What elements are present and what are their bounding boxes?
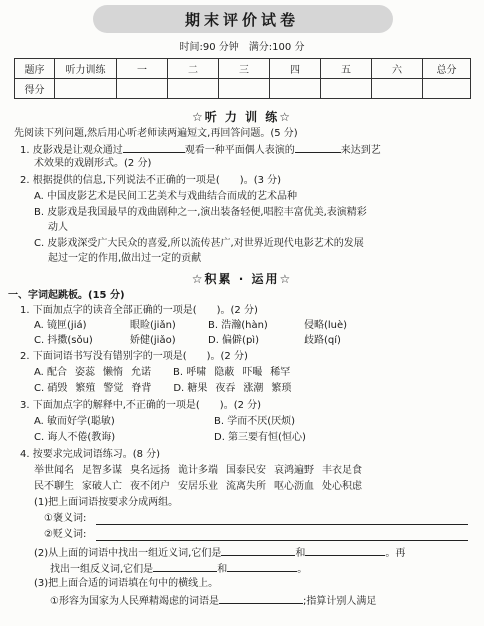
word-bank-row [34,465,370,477]
answer-blank[interactable] [227,562,297,572]
option-word: 繁琐 [271,383,292,394]
answer-blank[interactable] [153,562,217,572]
option-word: C. 硝毁 [34,383,68,394]
option-c-cont: 起过一定的作用,做出过一定的贡献 [48,253,202,264]
table-cell: 听力训练 [55,59,117,79]
question-text: 和 [217,564,228,575]
option-word: 允诺 [131,367,152,378]
word-item: 民不聊生 [34,481,74,492]
option-b: B. 学而不厌(厌烦) [214,416,296,427]
option-word: 涨潮 [243,383,264,394]
option-b: B. 皮影戏是我国最早的戏曲剧种之一,演出装备轻便,唱腔丰富优美,表演精彩 [34,207,367,218]
answer-blank[interactable] [221,546,295,556]
score-input-cell[interactable] [219,79,270,99]
option-c: C. 皮影戏深受广大民众的喜爱,所以流传甚广,对世界近现代电影艺术的发展 [34,238,364,249]
option-word: 娇健(jiǎo) [130,335,176,346]
option-word: 姿蕊 [75,367,96,378]
option-word: 警觉 [103,383,124,394]
option-a: A. 镜匣(jiá) [34,320,87,331]
question-text: 找出一组反义词,它们是 [50,564,154,575]
word-item: 安居乐业 [178,481,218,492]
option-a: A. 中国皮影艺术是民间工艺美术与戏曲结合而成的艺术品种 [34,191,298,202]
table-cell: 一 [117,59,168,79]
option-word: 脊背 [131,383,152,394]
sub-question-2-cont [50,562,307,576]
question-text: (2)从上面的词语中找出一组近义词,它们是 [34,548,222,559]
option-d: D. 偏僻(pì) [208,335,259,346]
answer-blank[interactable] [305,546,385,556]
options-row [34,367,298,379]
table-cell: 题序 [15,59,55,79]
option-a: A. 敏而好学(聪敏) [34,416,115,427]
option-c: C. 抖擞(sǒu) [34,335,93,346]
score-input-cell[interactable] [270,79,321,99]
praise-label: ①褒义词: [44,513,87,524]
word-item: 处心积虑 [322,481,362,492]
question-text: 1. 皮影戏是让观众通过 [20,145,123,156]
table-cell: 得分 [15,79,55,99]
option-word: D. 糖果 [173,383,208,394]
options-row [34,416,295,428]
question-1-cont: 术效果的戏剧形式。(2 分) [34,158,152,169]
sub-question-1: (1)把上面词语按要求分成两组。 [34,497,179,508]
score-table-score-row [15,79,471,99]
option-word: 眼睑(jiǎn) [130,320,176,331]
answer-blank[interactable] [219,594,303,604]
option-word: 繁殖 [75,383,96,394]
word-item: 家破人亡 [82,481,122,492]
options-row [34,335,341,347]
score-input-cell[interactable] [372,79,423,99]
word-item: 夜不闭户 [130,481,170,492]
question-text: 来达到艺 [340,145,381,156]
question-text: 观看一种平面偶人表演的 [184,145,295,156]
option-word: A. 配合 [34,367,68,378]
answer-blank[interactable] [123,143,185,153]
table-cell: 五 [321,59,372,79]
word-item: 丰衣足食 [322,465,362,476]
option-word: B. 呼啸 [173,367,207,378]
page-title: 期末评价试卷 [184,11,299,29]
option-word: 吓嘬 [242,367,263,378]
question-1 [20,143,381,157]
question-4: 4. 按要求完成词语练习。(8 分) [20,449,161,460]
question-text: 。 [297,564,308,575]
question-text: ①形容为国家为人民殚精竭虑的词语是 [50,596,219,607]
question-text: ;指算计别人满足 [302,596,377,607]
score-input-cell[interactable] [321,79,372,99]
options-row [34,383,299,395]
listening-instruction: 先阅读下列问题,然后用心听老师读两遍短文,再回答问题。(5 分) [14,128,298,139]
sub-question-3: (3)把上面合适的词语填在句中的横线上。 [34,578,219,589]
usage-section-title: ☆积累 · 运用☆ [191,272,293,286]
score-input-cell[interactable] [55,79,117,99]
word-item: 举世闻名 [34,465,74,476]
options-row [34,320,347,332]
option-word: 侵略(luè) [304,320,348,331]
sub-question-2 [34,546,405,560]
question-text: 和 [295,548,306,559]
option-word: 歧路(qí) [304,335,341,346]
option-b: B. 浩瀚(hàn) [208,320,268,331]
part-1-heading: 一、字词起跳板。(15 分) [8,290,125,301]
score-input-cell[interactable] [168,79,219,99]
derog-label: ②贬义词: [44,529,87,540]
sub-question-3a [50,594,376,608]
score-input-cell[interactable] [423,79,471,99]
score-table [14,58,471,99]
question-2: 2. 下面词语书写没有错别字的一项是( )。(2 分) [20,351,248,362]
answer-line[interactable] [96,540,468,541]
table-cell: 总分 [423,59,471,79]
options-row [34,432,306,444]
listening-section-title: ☆听 力 训 练☆ [191,110,293,124]
question-text: 。再 [385,548,406,559]
option-word: 懒惰 [103,367,124,378]
option-word: 隐蔽 [214,367,235,378]
word-item: 诡计多端 [178,465,218,476]
option-c: C. 诲人不倦(教诲) [34,432,116,443]
table-cell: 二 [168,59,219,79]
word-item: 流离失所 [226,481,266,492]
word-item: 国泰民安 [226,465,266,476]
option-word: 夜吞 [215,383,236,394]
word-item: 呕心沥血 [274,481,314,492]
score-table-header-row [15,59,471,79]
table-cell: 四 [270,59,321,79]
table-cell: 六 [372,59,423,79]
table-cell: 三 [219,59,270,79]
score-input-cell[interactable] [117,79,168,99]
answer-blank[interactable] [295,143,341,153]
answer-line[interactable] [96,524,468,525]
exam-info: 时间:90 分钟 满分:100 分 [179,42,305,53]
question-2: 2. 根据提供的信息,下列说法不正确的一项是( )。(3 分) [20,175,282,186]
question-1: 1. 下面加点字的读音全部正确的一项是( )。(2 分) [20,305,258,316]
option-b-cont: 动人 [48,222,68,233]
question-3: 3. 下面加点字的解释中,不正确的一项是( )。(2 分) [20,400,262,411]
option-d: D. 第三要有恒(恒心) [214,432,306,443]
word-item: 臭名远扬 [130,465,170,476]
word-item: 哀鸿遍野 [274,465,314,476]
word-item: 足智多谋 [82,465,122,476]
option-word: 稀罕 [270,367,291,378]
word-bank-row [34,481,370,493]
